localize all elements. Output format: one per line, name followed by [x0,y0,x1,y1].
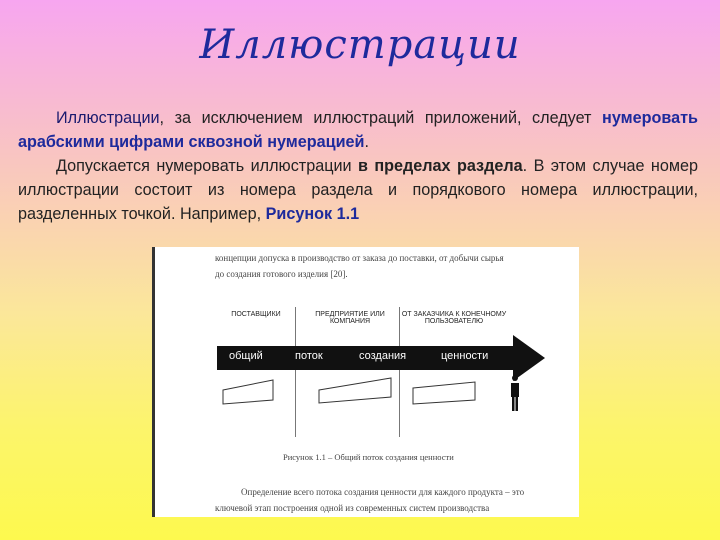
slide-title: Иллюстрации [199,22,521,68]
box-company-icon [319,378,391,403]
arrow-word-1: общий [229,350,263,362]
figure-image [152,247,579,517]
box-suppliers-icon [223,380,273,404]
header-end-user: ОТ ЗАКАЗЧИКА К КОНЕЧНОМУ ПОЛЬЗОВАТЕЛЮ [401,311,507,325]
figure-top-line-1: концепции допуска в производство от заказа до поставки, от добычи сырья [215,253,504,263]
paragraph-1-bold: нумеровать арабскими цифрами сквозной нумерацией [18,109,698,151]
person-icon [511,375,519,411]
figure-reference: Рисунок 1.1 [265,205,360,223]
body-text [18,106,698,226]
paragraph-1-lead: Иллюстрации [56,109,160,127]
arrow-word-2: поток [295,350,323,362]
box-end-user-icon [413,382,475,404]
paragraph-2 [18,154,698,226]
paragraph-1-part1: , за исключением иллюстраций приложений, следует [159,109,603,127]
process-boxes [155,247,579,517]
header-company: ПРЕДПРИЯТИЕ ИЛИ КОМПАНИЯ [315,311,385,325]
figure-bottom-line-1: Определение всего потока создания ценности для каждого продукта – это [241,487,525,497]
figure-bottom-line-2: ключевой этап построения одной из современных систем производства [215,503,490,513]
arrow-word-3: создания [359,350,407,362]
paragraph-1-end: . [364,133,370,151]
paragraph-1 [18,106,698,154]
paragraph-2-part1: Допускается нумеровать иллюстрации [56,157,358,175]
paragraph-2-part2: . В этом случае номер иллюстрации состоит из номера раздела и порядкового номера иллюстрации, разделенных точкой. Например, [18,157,698,223]
figure-caption: Рисунок 1.1 – Общий поток создания ценности [283,452,454,462]
paragraph-2-bold: в пределах раздела [357,157,523,175]
arrow-word-4: ценности [441,350,489,362]
figure-top-line-2: до создания готового изделия [20]. [215,269,348,279]
header-suppliers: ПОСТАВЩИКИ [231,311,281,318]
